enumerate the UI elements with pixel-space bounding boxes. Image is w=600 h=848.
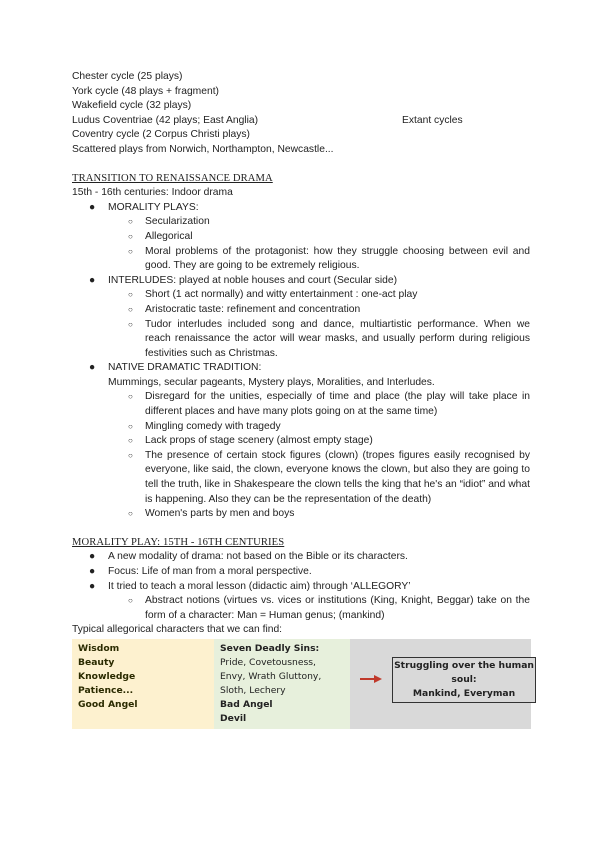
cycle-item: Coventry cycle (2 Corpus Christi plays) bbox=[72, 129, 250, 141]
bullet-dot-icon: ● bbox=[89, 201, 96, 213]
vice-line: Pride, Covetousness, bbox=[220, 656, 316, 668]
sub-bullet-item: ○ The presence of certain stock figures (clown) (tropes figures easily recognised by everyone, like said, the clown, everyone knows the clown, but also they are going to tell the truth, like in Shakespeare the clown tells the king that he's an “idiot” and what is happening. Also they can be the representation of the death) bbox=[128, 449, 530, 505]
cycle-item: Ludus Coventriae (42 plays; East Anglia) bbox=[72, 114, 259, 126]
bullet-dot-icon: ● bbox=[89, 551, 96, 563]
cycles-list bbox=[72, 70, 530, 158]
virtue-item: Good Angel bbox=[78, 698, 138, 710]
bullet-item bbox=[72, 274, 530, 289]
vice-line: Sloth, Lechery bbox=[220, 684, 286, 696]
circle-bullet-icon: ○ bbox=[128, 421, 133, 431]
sub-bullet-item: ○ Disregard for the unities, especially of time and place (the play will take place in different places and have many plots going on at the same time) bbox=[128, 391, 530, 418]
virtue-item: Beauty bbox=[78, 656, 115, 668]
human-soul-box: Struggling over the human soul: Mankind, Everyman bbox=[392, 657, 536, 703]
circle-bullet-icon: ○ bbox=[128, 596, 133, 606]
circle-bullet-icon: ○ bbox=[128, 392, 133, 402]
circle-bullet-icon: ○ bbox=[128, 450, 133, 460]
document-page bbox=[72, 70, 534, 729]
transition-heading: TRANSITION TO RENAISSANCE DRAMA bbox=[72, 172, 273, 184]
sub-bullet-item: ○ Allegorical bbox=[72, 230, 530, 245]
cycle-item: Wakefield cycle (32 plays) bbox=[72, 100, 192, 112]
bullet-item: ● A new modality of drama: not based on the Bible or its characters. bbox=[72, 550, 530, 565]
bullet-dot-icon: ● bbox=[89, 362, 96, 374]
virtue-item: Patience... bbox=[78, 684, 134, 696]
virtues-cell bbox=[72, 639, 214, 729]
cycle-item: Scattered plays from Norwich, Northampton, Newcastle... bbox=[72, 143, 334, 155]
vice-item: Devil bbox=[220, 712, 247, 724]
native-title: NATIVE DRAMATIC TRADITION: bbox=[108, 362, 262, 374]
bullet-item: ● Focus: Life of man from a moral perspective. bbox=[72, 565, 530, 580]
table-intro: Typical allegorical characters that we can find: bbox=[72, 624, 283, 636]
allegorical-characters-table bbox=[72, 639, 534, 729]
vices-title: Seven Deadly Sins: bbox=[220, 642, 320, 654]
circle-bullet-icon: ○ bbox=[128, 319, 133, 329]
sub-bullet-item: ○ Short (1 act normally) and witty entertainment : one-act play bbox=[72, 288, 530, 303]
morality-heading: MORALITY PLAY: 15TH - 16TH CENTURIES bbox=[72, 536, 285, 548]
circle-bullet-icon: ○ bbox=[128, 509, 133, 519]
sub-bullet-item: ○ Tudor interludes included song and dance, multiartistic performance. When we reach renaissance the actor will wear masks, and usually perform during religious festivities such as Christmas. bbox=[128, 318, 530, 359]
vices-cell bbox=[214, 639, 350, 729]
transition-intro: 15th - 16th centuries: Indoor drama bbox=[72, 187, 233, 199]
circle-bullet-icon: ○ bbox=[128, 436, 133, 446]
bullet-item bbox=[72, 201, 530, 216]
circle-bullet-icon: ○ bbox=[128, 217, 133, 227]
cycle-item: York cycle (48 plays + fragment) bbox=[72, 85, 219, 97]
virtue-item: Wisdom bbox=[78, 642, 120, 654]
sub-bullet-item: ○ Mingling comedy with tragedy bbox=[72, 420, 530, 435]
bullet-item: ● It tried to teach a moral lesson (didactic aim) through ‘ALLEGORY’ bbox=[72, 580, 530, 595]
interludes-title: INTERLUDES: played at noble houses and court (Secular side) bbox=[108, 274, 398, 286]
circle-bullet-icon: ○ bbox=[128, 290, 133, 300]
sub-bullet-item: ○ Women's parts by men and boys bbox=[72, 507, 530, 522]
vice-line: Envy, Wrath Gluttony, bbox=[220, 670, 322, 682]
sub-bullet-item: ○ Aristocratic taste: refinement and concentration bbox=[72, 303, 530, 318]
circle-bullet-icon: ○ bbox=[128, 246, 133, 256]
morality-title: MORALITY PLAYS: bbox=[108, 201, 199, 213]
bullet-dot-icon: ● bbox=[89, 580, 96, 592]
sub-bullet-item: ○ Moral problems of the protagonist: how they struggle choosing between evil and good. They are going to be extremely religious. bbox=[128, 245, 530, 272]
virtue-item: Knowledge bbox=[78, 670, 136, 682]
circle-bullet-icon: ○ bbox=[128, 231, 133, 241]
vice-item: Bad Angel bbox=[220, 698, 273, 710]
arrow-right-icon bbox=[360, 674, 382, 684]
bullet-item bbox=[72, 361, 530, 376]
bullet-dot-icon: ● bbox=[89, 274, 96, 286]
circle-bullet-icon: ○ bbox=[128, 304, 133, 314]
bullet-dot-icon: ● bbox=[89, 566, 96, 577]
extant-cycles-label: Extant cycles bbox=[402, 114, 463, 126]
sub-bullet-item: ○ Lack props of stage scenery (almost empty stage) bbox=[72, 434, 530, 449]
cycle-item: Chester cycle (25 plays) bbox=[72, 71, 183, 82]
soul-cell bbox=[350, 639, 534, 729]
sub-bullet-item: ○ Secularization bbox=[72, 215, 530, 230]
sub-bullet-item: ○ Abstract notions (virtues vs. vices or institutions (King, Knight, Beggar) take on the form of a character: Man = Human genus; (mankind) bbox=[128, 595, 530, 621]
native-subtitle: Mummings, secular pageants, Mystery plays, Moralities, and Interludes. bbox=[108, 376, 435, 388]
